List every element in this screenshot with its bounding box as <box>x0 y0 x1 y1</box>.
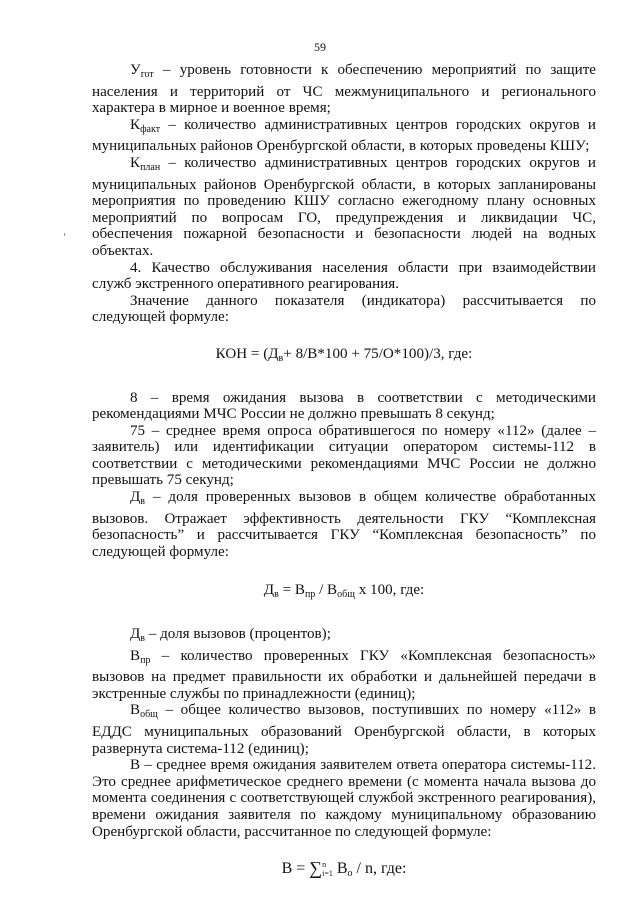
sum-lower-limit: i=1 <box>322 869 333 879</box>
paragraph-8: 8 – время ожидания вызова в соответствии с методическими рекомендациями МЧС России не должно превышать 8 секунд; <box>92 389 596 423</box>
paragraph-formula-intro: Значение данного показателя (индикатора) рассчитывается по следующей формуле: <box>92 292 596 326</box>
formula-v <box>92 860 596 883</box>
symbol: Д <box>130 626 141 643</box>
symbol-subscript: гот <box>140 69 154 80</box>
formula-dv <box>92 582 596 604</box>
paragraph-vobsch <box>92 702 596 757</box>
formula-part: / n, где: <box>352 860 407 878</box>
document-body <box>92 62 596 883</box>
margin-mark <box>64 233 65 236</box>
definition-text: – количество проверенных ГКУ «Комплексная безопасность» вызовов на предмет правильности их обработки и дальнейшей передачи в экстренные службы по принадлежности (единиц); <box>92 647 596 702</box>
symbol: В <box>130 702 141 719</box>
symbol-subscript: в <box>140 496 146 508</box>
symbol-subscript: в <box>140 633 146 645</box>
symbol: В <box>130 647 141 664</box>
definition-text: – доля проверенных вызовов в общем количестве обработанных вызовов. Отражает эффективность деятельности ГКУ “Комплексная безопасность” и рассчитывается ГКУ “Комплексная безопасность” по следующей формуле: <box>92 489 596 560</box>
symbol-subscript: план <box>140 161 161 173</box>
paragraph-75: 75 – среднее время опроса обратившегося по номеру «112» (далее – заявитель) или идентификации ситуации оператором системы-112 в соответствии с методическими рекомендациями МЧС России не должно превышать 75 секунд; <box>92 422 596 489</box>
paragraph-v: В – среднее время ожидания заявителем ответа оператора системы-112. Это среднее арифметическое среднего времени (с момента начала вызова до момента соединения с соответствующей службой экстренного реагирования), времени ожидания заявителя по каждому муниципальному образованию Оренбургской области, рассчитанное по следующей формуле: <box>92 757 596 840</box>
formula-part: В = <box>281 860 310 878</box>
symbol: К <box>130 154 141 171</box>
definition-text: – доля вызовов (процентов); <box>145 626 331 643</box>
symbol-subscript: общ <box>140 709 158 721</box>
paragraph-dv-def <box>92 626 596 648</box>
paragraph-ugot <box>92 62 596 117</box>
paragraph-vpr <box>92 648 596 703</box>
symbol: Д <box>130 489 141 506</box>
formula-part: КОН = (Д <box>215 345 279 362</box>
paragraph-kfakt <box>92 117 596 155</box>
definition-text: – количество административных центров городских округов и муниципальных районов Оренбургской области, в которых проведены КШУ; <box>92 116 596 155</box>
formula-subscript: в <box>274 589 279 601</box>
formula-subscript: о <box>347 868 353 880</box>
paragraph-kplan <box>92 155 596 260</box>
page-number: 59 <box>314 40 326 54</box>
definition-text: – общее количество вызовов, поступивших по номеру «112» в ЕДДС муниципальных образований Оренбургской области, в которых развернута система-112 (единиц); <box>92 702 596 757</box>
formula-subscript: в <box>278 352 284 364</box>
symbol: К <box>130 116 141 133</box>
formula-subscript: общ <box>337 589 355 601</box>
sum-upper-limit: n <box>322 860 327 870</box>
formula-part: + 8/В*100 + 75/О*100)/3, где: <box>283 345 473 362</box>
paragraph-section-4: 4. Качество обслуживания населения области при взаимодействии служб экстренного оперативного реагирования. <box>92 259 596 293</box>
symbol-subscript: пр <box>140 654 151 666</box>
symbol-subscript: факт <box>140 123 161 135</box>
definition-text: – уровень готовности к обеспечению мероприятий по защите населения и территорий от ЧС межмуниципального и регионального характера в мирное и военное время; <box>92 62 596 117</box>
formula-part: В <box>332 860 348 878</box>
symbol: У <box>130 62 141 78</box>
formula-part: Д <box>263 582 275 599</box>
formula-subscript: пр <box>304 589 316 601</box>
formula-kon <box>92 346 596 368</box>
definition-text: – количество административных центров городских округов и муниципальных районов Оренбургской области, в которых запланированы мероприятия по проведению КШУ согласно ежегодному плану основных мероприятий по вопросам ГО, предупреждения и ликвидации ЧС, обеспечения пожарной безопасности и безопасности людей на водных объектах. <box>92 154 596 259</box>
paragraph-dv <box>92 489 596 560</box>
sum-limits <box>322 860 333 878</box>
sum-sign: ∑ <box>309 858 323 879</box>
formula-part: = В <box>278 582 305 599</box>
formula-part: х 100, где: <box>354 582 425 599</box>
formula-part: / В <box>315 582 338 599</box>
